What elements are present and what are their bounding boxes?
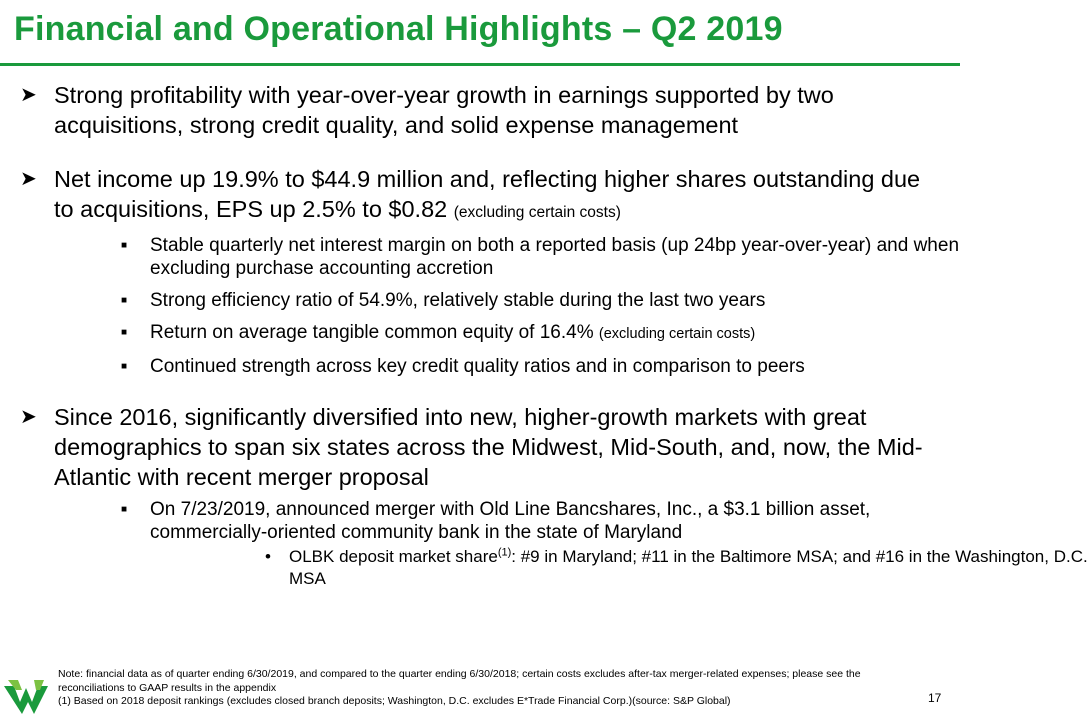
footnote-note: Note: financial data as of quarter ending 6/30/2019, and compared to the quarter ending 6/30/2018; certain costs excludes after-tax merger-related expenses; please see the reconciliations to GAAP results in the appendix xyxy=(58,668,861,694)
sub-bullet-merger xyxy=(54,498,1088,590)
bullet-note: (excluding certain costs) xyxy=(453,204,621,221)
sub-bullet-efficiency xyxy=(54,289,990,312)
arrow-bullet-icon: ➤ xyxy=(20,84,37,106)
sub-bullet-list xyxy=(54,234,960,378)
square-bullet-icon: ■ xyxy=(121,295,128,306)
sub-bullet-text: Return on average tangible common equity of 16.4% xyxy=(150,322,594,343)
sub-bullet-credit xyxy=(54,355,990,378)
bullet-text: Net income up 19.9% to $44.9 million and, reflecting higher shares outstanding due to acquisitions, EPS up 2.5% to $0.82 xyxy=(54,166,921,222)
company-logo xyxy=(2,676,54,716)
sub-bullet-text: On 7/23/2019, announced merger with Old Line Bancshares, Inc., a $3.1 billion asset, commercially-oriented community bank in the state of Maryland xyxy=(150,499,871,543)
title-divider xyxy=(0,63,960,66)
square-bullet-icon: ■ xyxy=(121,504,128,515)
footnotes xyxy=(58,668,918,709)
square-bullet-icon: ■ xyxy=(121,361,128,372)
sub-bullet-note: (excluding certain costs) xyxy=(598,326,756,342)
sub-bullet-text: Continued strength across key credit quality ratios and in comparison to peers xyxy=(150,356,805,377)
bullet-text: Strong profitability with year-over-year growth in earnings supported by two acquisitions, strong credit quality, and solid expense management xyxy=(54,82,834,138)
bullet-net-income xyxy=(0,164,960,378)
sub-bullet-text: Strong efficiency ratio of 54.9%, relatively stable during the last two years xyxy=(150,290,766,311)
footnote-ref: (1) xyxy=(497,546,512,559)
dot-bullet-icon: • xyxy=(265,547,271,566)
slide-content xyxy=(0,80,1088,614)
sub-bullet-nim xyxy=(54,234,990,280)
page-title: Financial and Operational Highlights – Q2 2019 xyxy=(14,10,783,48)
sub-bullet-list xyxy=(54,498,1088,590)
bullet-diversification xyxy=(0,402,1088,590)
sub-bullet-rotce xyxy=(54,321,990,346)
subsub-bullet-market-share xyxy=(150,546,1089,590)
square-bullet-icon: ■ xyxy=(121,240,128,251)
arrow-bullet-icon: ➤ xyxy=(20,406,37,428)
subsub-text-post: : #9 in Maryland; #11 in the Baltimore MSA; and #16 in the Washington, D.C. MSA xyxy=(289,547,1088,588)
bullet-text: Since 2016, significantly diversified into new, higher-growth markets with great demographics to span six states across the Midwest, Mid-South, and, now, the Mid-Atlantic with recent merger proposal xyxy=(54,404,923,490)
subsub-text-pre: OLBK deposit market share xyxy=(289,547,498,566)
sub-bullet-text: Stable quarterly net interest margin on both a reported basis (up 24bp year-over-year) and when excluding purchase accounting accretion xyxy=(150,235,960,279)
page-number: 17 xyxy=(928,691,942,705)
arrow-bullet-icon: ➤ xyxy=(20,168,37,190)
bullet-profitability xyxy=(0,80,944,140)
square-bullet-icon: ■ xyxy=(121,327,128,338)
footnote-1: (1) Based on 2018 deposit rankings (excludes closed branch deposits; Washington, D.C. excludes E*Trade Financial Corp.)(source: S&P Global) xyxy=(58,695,731,707)
